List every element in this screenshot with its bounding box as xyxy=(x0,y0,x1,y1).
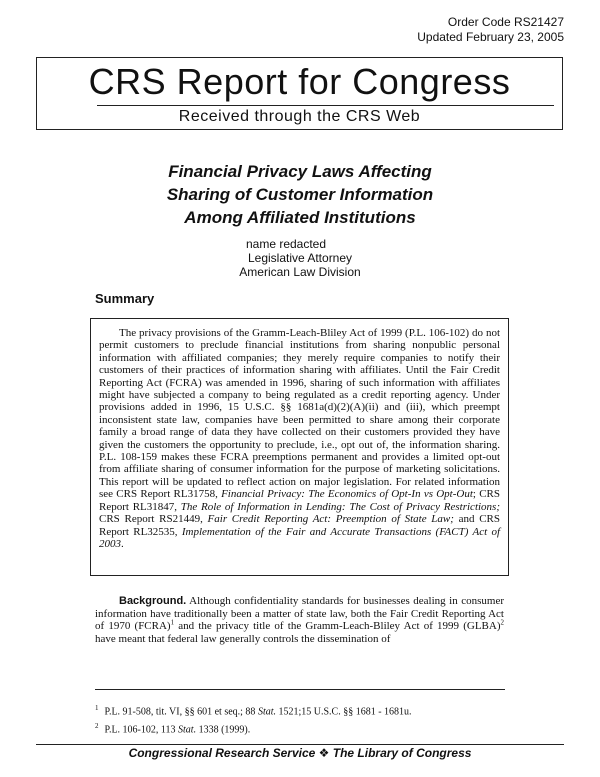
background-paragraph xyxy=(95,595,504,645)
footnote-italic: Stat. xyxy=(178,724,197,736)
summary-paragraph xyxy=(99,327,500,550)
summary-separator: and CRS Report RL32535, xyxy=(99,513,500,538)
banner-subtitle: Received through the CRS Web xyxy=(178,108,421,125)
banner-divider xyxy=(97,105,554,106)
footnote-number: 2 xyxy=(95,722,99,730)
background-label: Background. xyxy=(119,595,187,607)
title-line: Among Affiliated Institutions xyxy=(184,208,416,227)
footnote-divider xyxy=(95,689,505,690)
background-text: have meant that federal law generally controls the dissemination of xyxy=(95,632,391,645)
footnote xyxy=(95,720,250,736)
crs-banner xyxy=(36,57,563,130)
background-text: Although confidentiality standards for businesses dealing in consumer information have traditionally been a matter of state law, both the Fair Credit Reporting Act of 1970 (FCRA) xyxy=(95,595,504,633)
author-division: American Law Division xyxy=(239,265,361,279)
title-line: Financial Privacy Laws Affecting xyxy=(168,162,432,181)
footnote-text: 1521;15 U.S.C. §§ 1681 - 1681u. xyxy=(276,706,412,718)
footnote-number: 1 xyxy=(95,704,99,712)
background-text: and the privacy title of the Gramm-Leach-Bliley Act of 1999 (GLBA) xyxy=(174,620,501,633)
title-line: Sharing of Customer Information xyxy=(166,185,434,204)
footnote-ref[interactable]: 1 xyxy=(170,618,175,627)
summary-intro: The privacy provisions of the Gramm-Leach-Bliley Act of 1999 (P.L. 106-102) do not permit customers to preclude financial institutions from sharing nonpublic personal information with affiliated companies; they merely require companies to notify their customers of their practices of information sharing with affiliates. Until the Fair Credit Reporting Act (FCRA) was amended in 1996, sharing of such information with affiliates might have subjected a company to being regulated as a credit reporting agency. Under provisions added in 1996, 15 U.S.C. §§ 1681a(d)(2)(A)(ii) and (iii), which preempt inconsistent state law, companies have been permitted to share among their corporate family a broad range of data they have collected on their customers provided they have given the customers the opportunity to preclude, i.e., opt out of, the information sharing. P.L. 108-159 makes these FCRA preemptions permanent and provides a limited opt-out from affiliate sharing of consumer information for the purpose of marketing solicitations. This report will be updated to reflect action on major legislation. For related information see CRS Report RL31758, xyxy=(99,327,500,501)
document-title xyxy=(60,160,540,229)
report-ref-title: The Role of Information in Lending: The Cost of Privacy Restrictions; xyxy=(180,500,500,513)
footnote-text: P.L. 91-508, tit. VI, §§ 601 et seq.; 88 xyxy=(104,706,258,718)
summary-separator: ; CRS Report RL31847, xyxy=(99,488,500,513)
footnote-italic: Stat. xyxy=(257,706,276,718)
updated-date: Updated February 23, 2005 xyxy=(417,30,564,44)
report-ref-title: Fair Credit Reporting Act: Preemption of State Law; xyxy=(207,513,454,526)
footnote-ref[interactable]: 2 xyxy=(500,618,504,627)
footnote xyxy=(95,702,412,718)
footnote-text: 1338 (1999). xyxy=(196,724,251,736)
order-code-block xyxy=(417,15,564,45)
banner-title: CRS Report for Congress xyxy=(88,61,511,102)
report-ref-title: Financial Privacy: The Economics of Opt-In vs Opt-Out xyxy=(221,488,473,501)
author-role: Legislative Attorney xyxy=(247,251,353,265)
footer-divider xyxy=(36,744,564,745)
footer-text: Congressional Research Service ❖ The Library of Congress xyxy=(128,746,472,760)
summary-end: . xyxy=(121,537,124,550)
order-code: Order Code RS21427 xyxy=(447,15,564,29)
report-ref-title: Implementation of the Fair and Accurate Transactions (FACT) Act of 2003 xyxy=(99,525,501,550)
footnote-text: P.L. 106-102, 113 xyxy=(104,724,179,736)
author-name: name redacted xyxy=(245,237,327,251)
summary-box xyxy=(90,318,509,576)
summary-heading: Summary xyxy=(95,291,155,306)
summary-separator: CRS Report RS21449, xyxy=(99,513,208,526)
